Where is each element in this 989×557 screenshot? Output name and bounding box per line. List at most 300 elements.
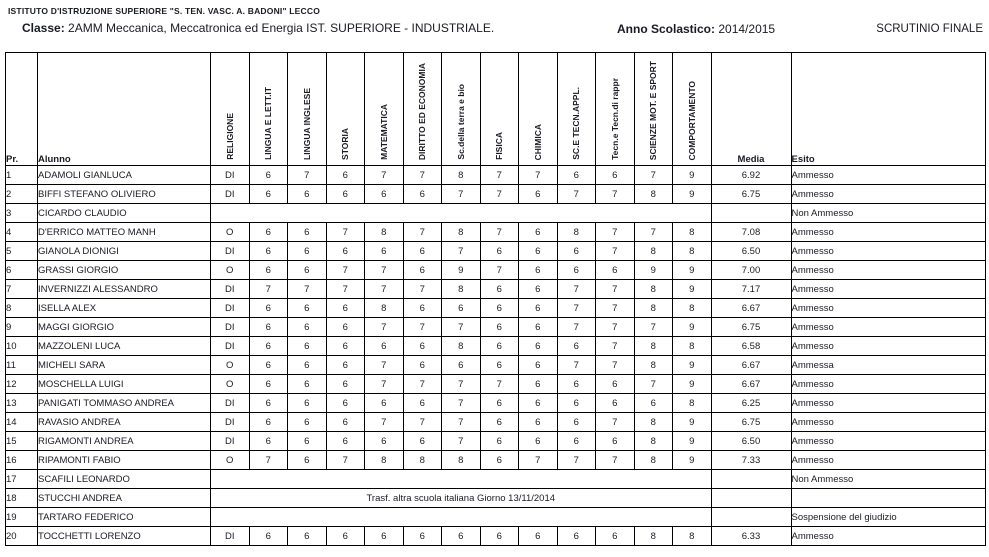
grade-cell: 6 bbox=[249, 432, 288, 451]
grade-cell: 7 bbox=[557, 356, 596, 375]
pr-cell: 11 bbox=[6, 356, 38, 375]
grade-cell: 7 bbox=[557, 318, 596, 337]
pr-cell: 15 bbox=[6, 432, 38, 451]
grade-cell: 6 bbox=[480, 318, 519, 337]
student-name-cell: MICHELI SARA bbox=[38, 356, 211, 375]
grade-cell: 6 bbox=[326, 432, 365, 451]
grade-cell: 7 bbox=[403, 375, 442, 394]
esito-cell: Ammesso bbox=[791, 166, 985, 185]
esito-cell: Ammesso bbox=[791, 318, 985, 337]
grade-cell: 6 bbox=[596, 394, 635, 413]
grade-cell: O bbox=[211, 356, 250, 375]
grade-cell: 7 bbox=[326, 451, 365, 470]
grade-cell: 6 bbox=[249, 375, 288, 394]
grade-cell: 7 bbox=[480, 261, 519, 280]
grade-cell: 6 bbox=[288, 242, 327, 261]
student-row bbox=[6, 280, 986, 299]
media-cell: 6.67 bbox=[711, 375, 791, 394]
grade-cell: 8 bbox=[442, 280, 481, 299]
grade-cell: 6 bbox=[288, 451, 327, 470]
pr-cell: 13 bbox=[6, 394, 38, 413]
esito-cell: Ammesso bbox=[791, 394, 985, 413]
grade-cell: 8 bbox=[557, 223, 596, 242]
grade-cell: 7 bbox=[365, 280, 404, 299]
grade-cell: 7 bbox=[442, 375, 481, 394]
media-cell: 7.00 bbox=[711, 261, 791, 280]
grade-cell: 6 bbox=[557, 413, 596, 432]
grade-cell: DI bbox=[211, 318, 250, 337]
grade-cell: 6 bbox=[249, 318, 288, 337]
grade-cell: 6 bbox=[326, 413, 365, 432]
col-header-pr: Pr. bbox=[6, 53, 38, 166]
grade-cell: 7 bbox=[249, 280, 288, 299]
student-name-cell: MAGGI GIORGIO bbox=[38, 318, 211, 337]
media-cell: 6.25 bbox=[711, 394, 791, 413]
col-header-subject bbox=[557, 53, 596, 166]
grade-cell: 6 bbox=[249, 394, 288, 413]
esito-cell: Non Ammesso bbox=[791, 204, 985, 223]
media-cell: 6.33 bbox=[711, 527, 791, 546]
grade-cell: 7 bbox=[442, 394, 481, 413]
grade-cell: 6 bbox=[519, 337, 558, 356]
grade-cell: 7 bbox=[519, 166, 558, 185]
grade-cell: 6 bbox=[557, 337, 596, 356]
grade-cell: DI bbox=[211, 394, 250, 413]
grade-cell: 9 bbox=[673, 280, 712, 299]
subject-vertical-label: STORIA bbox=[340, 128, 351, 160]
grade-cell: 7 bbox=[557, 280, 596, 299]
pr-cell: 16 bbox=[6, 451, 38, 470]
grade-cell: 6 bbox=[365, 242, 404, 261]
esito-cell: Ammesso bbox=[791, 337, 985, 356]
grade-cell: 6 bbox=[519, 356, 558, 375]
student-row bbox=[6, 470, 986, 489]
pr-cell: 6 bbox=[6, 261, 38, 280]
grade-cell: 6 bbox=[557, 242, 596, 261]
grade-cell: 7 bbox=[442, 413, 481, 432]
col-header-alunno: Alunno bbox=[38, 53, 211, 166]
grade-cell: 6 bbox=[249, 337, 288, 356]
grade-cell: 8 bbox=[634, 337, 673, 356]
media-cell: 6.75 bbox=[711, 185, 791, 204]
grade-cell: O bbox=[211, 451, 250, 470]
subject-vertical-label: LINGUA INGLESE bbox=[301, 88, 312, 160]
grade-cell: 7 bbox=[480, 166, 519, 185]
grade-cell: 9 bbox=[673, 451, 712, 470]
grade-cell: 8 bbox=[673, 223, 712, 242]
grade-cell: 7 bbox=[403, 166, 442, 185]
grade-cell: 6 bbox=[288, 375, 327, 394]
grade-cell: 7 bbox=[365, 318, 404, 337]
class-value: 2AMM Meccanica, Meccatronica ed Energia IST. SUPERIORE - INDUSTRIALE. bbox=[68, 21, 495, 35]
student-row bbox=[6, 242, 986, 261]
grade-cell: 7 bbox=[365, 413, 404, 432]
grade-cell: 7 bbox=[442, 318, 481, 337]
grade-cell: 7 bbox=[519, 451, 558, 470]
esito-cell: Ammesso bbox=[791, 527, 985, 546]
merged-note-cell bbox=[211, 204, 712, 223]
merged-note-cell bbox=[211, 508, 712, 527]
grade-cell: 6 bbox=[519, 185, 558, 204]
grade-cell: 7 bbox=[442, 432, 481, 451]
grade-cell: 8 bbox=[442, 451, 481, 470]
media-cell bbox=[711, 470, 791, 489]
student-name-cell: TOCCHETTI LORENZO bbox=[38, 527, 211, 546]
class-label: Classe: bbox=[22, 21, 65, 35]
student-name-cell: PANIGATI TOMMASO ANDREA bbox=[38, 394, 211, 413]
grade-cell: 7 bbox=[403, 318, 442, 337]
media-cell: 7.17 bbox=[711, 280, 791, 299]
grade-cell: 6 bbox=[288, 299, 327, 318]
grade-cell: 8 bbox=[442, 166, 481, 185]
grade-cell: 9 bbox=[673, 432, 712, 451]
pr-cell: 20 bbox=[6, 527, 38, 546]
grade-cell: 7 bbox=[403, 223, 442, 242]
grade-cell: 8 bbox=[634, 432, 673, 451]
grade-cell: 9 bbox=[442, 261, 481, 280]
grade-cell: 6 bbox=[365, 337, 404, 356]
esito-cell: Ammesso bbox=[791, 223, 985, 242]
media-cell bbox=[711, 508, 791, 527]
grade-cell: 7 bbox=[634, 375, 673, 394]
grade-cell: 7 bbox=[442, 242, 481, 261]
grade-cell: 6 bbox=[365, 394, 404, 413]
grade-cell: 6 bbox=[403, 394, 442, 413]
subject-vertical-label: RELIGIONE bbox=[224, 113, 235, 160]
school-year-label: Anno Scolastico: bbox=[617, 22, 716, 36]
student-row bbox=[6, 261, 986, 280]
grade-cell: 6 bbox=[519, 223, 558, 242]
grade-cell: 7 bbox=[442, 185, 481, 204]
grade-cell: 7 bbox=[596, 356, 635, 375]
grade-cell: 8 bbox=[673, 337, 712, 356]
grade-cell: 8 bbox=[634, 413, 673, 432]
subject-vertical-label: LINGUA E LETT.IT bbox=[263, 87, 274, 160]
grade-cell: 6 bbox=[519, 280, 558, 299]
grade-cell: DI bbox=[211, 413, 250, 432]
student-row bbox=[6, 394, 986, 413]
grade-cell: 6 bbox=[519, 432, 558, 451]
grade-cell: 6 bbox=[519, 299, 558, 318]
grade-cell: 6 bbox=[326, 242, 365, 261]
col-header-subject bbox=[326, 53, 365, 166]
grade-cell: 8 bbox=[634, 451, 673, 470]
grade-cell: 6 bbox=[249, 261, 288, 280]
pr-cell: 1 bbox=[6, 166, 38, 185]
grade-cell: 6 bbox=[557, 166, 596, 185]
grade-cell: 7 bbox=[596, 242, 635, 261]
pr-cell: 3 bbox=[6, 204, 38, 223]
grade-cell: DI bbox=[211, 527, 250, 546]
grade-cell: 8 bbox=[442, 337, 481, 356]
grade-cell: 6 bbox=[326, 166, 365, 185]
pr-cell: 14 bbox=[6, 413, 38, 432]
grade-cell: 9 bbox=[634, 261, 673, 280]
grade-cell: 6 bbox=[634, 394, 673, 413]
media-cell bbox=[711, 489, 791, 508]
grade-cell: 8 bbox=[634, 527, 673, 546]
subject-vertical-label: DIRITTO ED ECONOMIA bbox=[417, 62, 428, 160]
esito-cell: Non Ammesso bbox=[791, 470, 985, 489]
grade-cell: 6 bbox=[480, 413, 519, 432]
grade-cell: 7 bbox=[480, 223, 519, 242]
grade-cell: 6 bbox=[442, 356, 481, 375]
grade-cell: 6 bbox=[480, 356, 519, 375]
grade-cell: 6 bbox=[403, 299, 442, 318]
grade-cell: 6 bbox=[249, 356, 288, 375]
grade-cell: 6 bbox=[288, 432, 327, 451]
grade-cell: 6 bbox=[557, 394, 596, 413]
grade-cell: DI bbox=[211, 242, 250, 261]
col-header-subject bbox=[673, 53, 712, 166]
col-header-subject bbox=[403, 53, 442, 166]
student-row bbox=[6, 318, 986, 337]
grade-cell: 6 bbox=[557, 432, 596, 451]
grade-cell: 6 bbox=[519, 318, 558, 337]
grade-cell: DI bbox=[211, 166, 250, 185]
grade-cell: 6 bbox=[249, 185, 288, 204]
grade-cell: 6 bbox=[596, 166, 635, 185]
grade-cell: 7 bbox=[480, 375, 519, 394]
grade-cell: 7 bbox=[326, 280, 365, 299]
student-row bbox=[6, 508, 986, 527]
grade-cell: 6 bbox=[288, 261, 327, 280]
merged-note-cell bbox=[211, 470, 712, 489]
grade-cell: 8 bbox=[403, 451, 442, 470]
student-row bbox=[6, 451, 986, 470]
esito-cell: Ammesso bbox=[791, 299, 985, 318]
pr-cell: 7 bbox=[6, 280, 38, 299]
grade-cell: 6 bbox=[326, 527, 365, 546]
grade-cell: 6 bbox=[365, 432, 404, 451]
grade-cell: 7 bbox=[596, 223, 635, 242]
grade-cell: 6 bbox=[519, 394, 558, 413]
subject-vertical-label: SC.E TECN.APPL. bbox=[571, 87, 582, 160]
student-name-cell: RIPAMONTI FABIO bbox=[38, 451, 211, 470]
grade-cell: 8 bbox=[634, 299, 673, 318]
grade-cell: 6 bbox=[249, 166, 288, 185]
subject-vertical-label: Sc.della terra e bio bbox=[455, 84, 466, 160]
grade-cell: DI bbox=[211, 432, 250, 451]
grade-cell: 6 bbox=[288, 413, 327, 432]
esito-cell: Ammesso bbox=[791, 432, 985, 451]
student-name-cell: INVERNIZZI ALESSANDRO bbox=[38, 280, 211, 299]
pr-cell: 12 bbox=[6, 375, 38, 394]
col-header-subject bbox=[211, 53, 250, 166]
grade-cell: 6 bbox=[249, 413, 288, 432]
col-header-subject bbox=[365, 53, 404, 166]
student-name-cell: D'ERRICO MATTEO MANH bbox=[38, 223, 211, 242]
table-body bbox=[6, 166, 986, 546]
grade-cell: 6 bbox=[288, 185, 327, 204]
grade-cell: 6 bbox=[519, 413, 558, 432]
esito-cell: Ammesso bbox=[791, 451, 985, 470]
student-row bbox=[6, 166, 986, 185]
grade-cell: 6 bbox=[365, 185, 404, 204]
student-row bbox=[6, 337, 986, 356]
grade-cell: 7 bbox=[634, 223, 673, 242]
grade-cell: 6 bbox=[480, 451, 519, 470]
grade-cell: 8 bbox=[365, 223, 404, 242]
student-row bbox=[6, 527, 986, 546]
student-name-cell: ADAMOLI GIANLUCA bbox=[38, 166, 211, 185]
grade-cell: 8 bbox=[442, 223, 481, 242]
col-header-subject bbox=[480, 53, 519, 166]
grade-cell: O bbox=[211, 223, 250, 242]
grade-cell: 6 bbox=[557, 261, 596, 280]
grade-cell: 7 bbox=[557, 185, 596, 204]
grade-cell: O bbox=[211, 261, 250, 280]
header-row bbox=[6, 53, 986, 166]
grade-cell: 7 bbox=[596, 413, 635, 432]
media-cell: 6.50 bbox=[711, 432, 791, 451]
grade-cell: 6 bbox=[249, 527, 288, 546]
grade-cell: 6 bbox=[480, 337, 519, 356]
grade-cell: 6 bbox=[326, 337, 365, 356]
student-name-cell: MAZZOLENI LUCA bbox=[38, 337, 211, 356]
pr-cell: 19 bbox=[6, 508, 38, 527]
grade-cell: 6 bbox=[480, 280, 519, 299]
grade-cell: 6 bbox=[442, 299, 481, 318]
grade-cell: 6 bbox=[288, 356, 327, 375]
col-header-subject bbox=[519, 53, 558, 166]
pr-cell: 17 bbox=[6, 470, 38, 489]
grade-cell: 7 bbox=[403, 413, 442, 432]
grade-cell: 6 bbox=[249, 223, 288, 242]
grade-cell: 6 bbox=[480, 432, 519, 451]
grade-cell: 7 bbox=[326, 261, 365, 280]
grade-cell: 7 bbox=[596, 299, 635, 318]
media-cell: 6.58 bbox=[711, 337, 791, 356]
student-name-cell: MOSCHELLA LUIGI bbox=[38, 375, 211, 394]
media-cell: 6.75 bbox=[711, 413, 791, 432]
student-name-cell: SCAFILI LEONARDO bbox=[38, 470, 211, 489]
pr-cell: 10 bbox=[6, 337, 38, 356]
esito-cell: Ammesso bbox=[791, 375, 985, 394]
school-year-value: 2014/2015 bbox=[718, 22, 776, 36]
student-name-cell: GRASSI GIORGIO bbox=[38, 261, 211, 280]
grade-cell: 6 bbox=[403, 527, 442, 546]
grade-cell: 6 bbox=[480, 527, 519, 546]
grade-cell: 6 bbox=[403, 432, 442, 451]
student-name-cell: STUCCHI ANDREA bbox=[38, 489, 211, 508]
grade-cell: 7 bbox=[403, 280, 442, 299]
student-row bbox=[6, 223, 986, 242]
grade-cell: 6 bbox=[557, 375, 596, 394]
grade-cell: 6 bbox=[519, 242, 558, 261]
grade-cell: DI bbox=[211, 185, 250, 204]
grade-cell: 7 bbox=[365, 166, 404, 185]
grade-cell: 6 bbox=[326, 356, 365, 375]
media-cell: 6.67 bbox=[711, 356, 791, 375]
grade-cell: 6 bbox=[326, 299, 365, 318]
esito-cell bbox=[791, 489, 985, 508]
grade-cell: 7 bbox=[288, 166, 327, 185]
grade-cell: DI bbox=[211, 280, 250, 299]
grade-cell: 9 bbox=[673, 375, 712, 394]
grade-cell: 7 bbox=[288, 280, 327, 299]
esito-cell: Ammessa bbox=[791, 356, 985, 375]
grade-cell: 8 bbox=[365, 299, 404, 318]
grade-cell: 8 bbox=[634, 280, 673, 299]
media-cell: 6.75 bbox=[711, 318, 791, 337]
subject-vertical-label: MATEMATICA bbox=[378, 104, 389, 160]
institute-title: ISTITUTO D'ISTRUZIONE SUPERIORE "S. TEN. VASC. A. BADONI" LECCO bbox=[8, 6, 321, 16]
scrutinio-title: SCRUTINIO FINALE bbox=[876, 23, 983, 35]
esito-cell: Ammesso bbox=[791, 261, 985, 280]
student-name-cell: BIFFI STEFANO OLIVIERO bbox=[38, 185, 211, 204]
subject-vertical-label: FISICA bbox=[494, 132, 505, 160]
grade-cell: 6 bbox=[519, 375, 558, 394]
grade-cell: 9 bbox=[673, 356, 712, 375]
media-cell: 7.08 bbox=[711, 223, 791, 242]
esito-cell: Ammesso bbox=[791, 280, 985, 299]
student-row bbox=[6, 432, 986, 451]
grade-cell: 7 bbox=[634, 318, 673, 337]
grade-cell: 7 bbox=[557, 299, 596, 318]
grade-cell: 6 bbox=[288, 337, 327, 356]
student-name-cell: ISELLA ALEX bbox=[38, 299, 211, 318]
grade-cell: 7 bbox=[365, 356, 404, 375]
grade-cell: 6 bbox=[288, 394, 327, 413]
media-cell: 6.92 bbox=[711, 166, 791, 185]
grade-cell: 7 bbox=[596, 337, 635, 356]
pr-cell: 18 bbox=[6, 489, 38, 508]
grade-cell: 9 bbox=[673, 185, 712, 204]
grade-cell: 8 bbox=[673, 299, 712, 318]
media-cell bbox=[711, 204, 791, 223]
student-row bbox=[6, 356, 986, 375]
grade-cell: 6 bbox=[557, 527, 596, 546]
media-cell: 6.67 bbox=[711, 299, 791, 318]
col-header-subject bbox=[288, 53, 327, 166]
grade-cell: O bbox=[211, 375, 250, 394]
esito-cell: Ammesso bbox=[791, 185, 985, 204]
pr-cell: 8 bbox=[6, 299, 38, 318]
school-year-line bbox=[617, 22, 775, 36]
col-header-esito: Esito bbox=[791, 53, 985, 166]
grade-cell: 8 bbox=[673, 394, 712, 413]
grade-cell: 6 bbox=[288, 527, 327, 546]
grades-table bbox=[5, 52, 986, 546]
class-line bbox=[22, 21, 494, 35]
grade-cell: 6 bbox=[326, 394, 365, 413]
grade-cell: 6 bbox=[249, 242, 288, 261]
grade-cell: 7 bbox=[596, 280, 635, 299]
esito-cell: Ammesso bbox=[791, 413, 985, 432]
student-name-cell: RAVASIO ANDREA bbox=[38, 413, 211, 432]
esito-cell: Ammesso bbox=[791, 242, 985, 261]
table-header bbox=[6, 53, 986, 166]
student-row bbox=[6, 489, 986, 508]
grade-cell: 6 bbox=[326, 185, 365, 204]
student-row bbox=[6, 375, 986, 394]
col-header-subject bbox=[249, 53, 288, 166]
grade-cell: DI bbox=[211, 337, 250, 356]
student-row bbox=[6, 413, 986, 432]
grade-cell: 6 bbox=[480, 299, 519, 318]
student-row bbox=[6, 299, 986, 318]
grade-cell: 6 bbox=[596, 432, 635, 451]
grade-cell: 7 bbox=[596, 185, 635, 204]
grade-cell: 8 bbox=[634, 185, 673, 204]
grade-cell: 7 bbox=[249, 451, 288, 470]
student-name-cell: GIANOLA DIONIGI bbox=[38, 242, 211, 261]
grade-cell: 6 bbox=[480, 242, 519, 261]
grade-cell: 6 bbox=[249, 299, 288, 318]
pr-cell: 9 bbox=[6, 318, 38, 337]
pr-cell: 4 bbox=[6, 223, 38, 242]
